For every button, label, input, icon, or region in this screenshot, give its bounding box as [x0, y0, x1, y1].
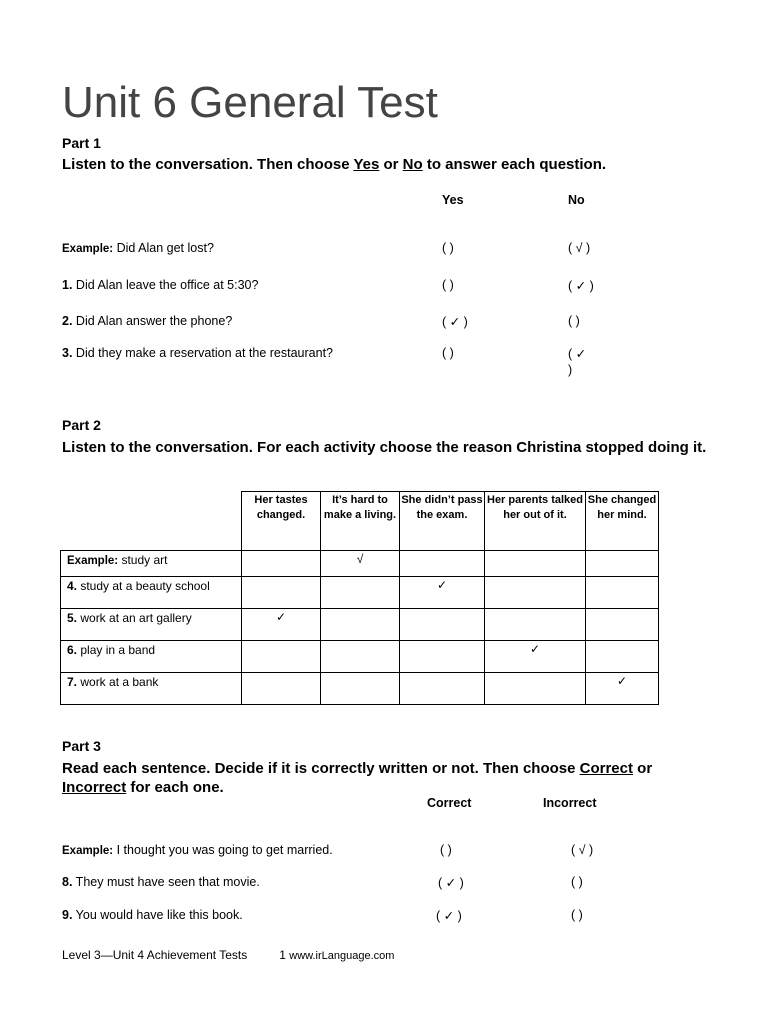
column-header: She didn’t pass the exam.: [400, 492, 485, 551]
answer-cell[interactable]: ✓: [400, 577, 485, 609]
column-header: It’s hard to make a living.: [321, 492, 400, 551]
part1-question: Example: Did Alan get lost?: [62, 241, 214, 255]
part2-table: [60, 491, 659, 705]
part3-answer-incorrect[interactable]: ( ): [571, 908, 583, 922]
part1-answer-no[interactable]: ( ): [568, 314, 580, 328]
table-header-row: [61, 492, 659, 551]
column-header: Her parents talked her out of it.: [485, 492, 586, 551]
part1-answer-yes[interactable]: ( ): [442, 346, 454, 360]
answer-cell[interactable]: [321, 577, 400, 609]
column-header: Her tastes changed.: [242, 492, 321, 551]
part1-answer-yes[interactable]: ( ✓ ): [442, 315, 468, 329]
answer-cell[interactable]: [400, 641, 485, 673]
part1-answer-no[interactable]: ( ✓: [568, 347, 587, 361]
answer-cell[interactable]: [321, 641, 400, 673]
part1-instructions: Listen to the conversation. Then choose Yes or No to answer each question.: [62, 156, 607, 173]
part3-answer-correct[interactable]: ( ✓ ): [438, 876, 464, 890]
table-row: [61, 673, 659, 705]
part2-heading: Part 2: [62, 417, 101, 433]
part1-question: 3. Did they make a reservation at the restaurant?: [62, 346, 333, 360]
table-row: [61, 551, 659, 577]
part1-heading: Part 1: [62, 135, 101, 151]
answer-cell[interactable]: [400, 673, 485, 705]
answer-cell[interactable]: ✓: [242, 609, 321, 641]
page-title: Unit 6 General Test: [62, 78, 438, 127]
table-row: [61, 609, 659, 641]
answer-cell[interactable]: [242, 673, 321, 705]
part1-col-no: No: [568, 193, 585, 207]
table-row: [61, 641, 659, 673]
part3-sentence: 9. You would have like this book.: [62, 908, 243, 922]
part1-answer-no[interactable]: ( ✓ ): [568, 279, 594, 293]
activity-label: 4. study at a beauty school: [61, 577, 242, 609]
page-footer: Level 3—Unit 4 Achievement Tests 1 www.irLanguage.com: [62, 948, 395, 962]
answer-cell[interactable]: [485, 609, 586, 641]
part1-answer-yes[interactable]: ( ): [442, 278, 454, 292]
part3-answer-correct[interactable]: ( ✓ ): [436, 909, 462, 923]
part1-question: 1. Did Alan leave the office at 5:30?: [62, 278, 259, 292]
answer-cell[interactable]: [321, 609, 400, 641]
activity-label: 5. work at an art gallery: [61, 609, 242, 641]
activity-label: 7. work at a bank: [61, 673, 242, 705]
part3-col-incorrect: Incorrect: [543, 796, 597, 810]
part1-col-yes: Yes: [442, 193, 464, 207]
answer-cell[interactable]: ✓: [586, 673, 659, 705]
part3-answer-incorrect[interactable]: ( √ ): [571, 843, 594, 857]
table-row: [61, 577, 659, 609]
answer-cell[interactable]: √: [321, 551, 400, 577]
answer-cell[interactable]: [586, 641, 659, 673]
answer-cell[interactable]: ✓: [485, 641, 586, 673]
answer-cell[interactable]: [242, 577, 321, 609]
activity-label: Example: study art: [61, 551, 242, 577]
part2-instructions: Listen to the conversation. For each activity choose the reason Christina stopped doing it.: [62, 439, 707, 456]
part3-sentence: 8. They must have seen that movie.: [62, 875, 260, 889]
answer-cell[interactable]: [321, 673, 400, 705]
header-blank-cell: [61, 492, 242, 551]
part3-heading: Part 3: [62, 738, 101, 754]
answer-cell[interactable]: [485, 673, 586, 705]
answer-cell[interactable]: [485, 551, 586, 577]
answer-cell[interactable]: [400, 609, 485, 641]
part3-answer-incorrect[interactable]: ( ): [571, 875, 583, 889]
part1-answer-no-wrap: ): [568, 363, 573, 377]
answer-cell[interactable]: [242, 551, 321, 577]
answer-cell[interactable]: [586, 609, 659, 641]
column-header: She changed her mind.: [586, 492, 659, 551]
part3-answer-correct[interactable]: ( ): [440, 843, 452, 857]
answer-cell[interactable]: [586, 577, 659, 609]
part3-sentence: Example: I thought you was going to get married.: [62, 843, 333, 857]
part1-answer-no[interactable]: ( √ ): [568, 241, 591, 255]
answer-cell[interactable]: [586, 551, 659, 577]
answer-cell[interactable]: [400, 551, 485, 577]
answer-cell[interactable]: [485, 577, 586, 609]
part1-question: 2. Did Alan answer the phone?: [62, 314, 233, 328]
activity-label: 6. play in a band: [61, 641, 242, 673]
part3-instructions: Read each sentence. Decide if it is correctly written or not. Then choose Correct or Incorrect for each one.: [62, 760, 653, 796]
part1-answer-yes[interactable]: ( ): [442, 241, 454, 255]
answer-cell[interactable]: [242, 641, 321, 673]
part3-col-correct: Correct: [427, 796, 472, 810]
